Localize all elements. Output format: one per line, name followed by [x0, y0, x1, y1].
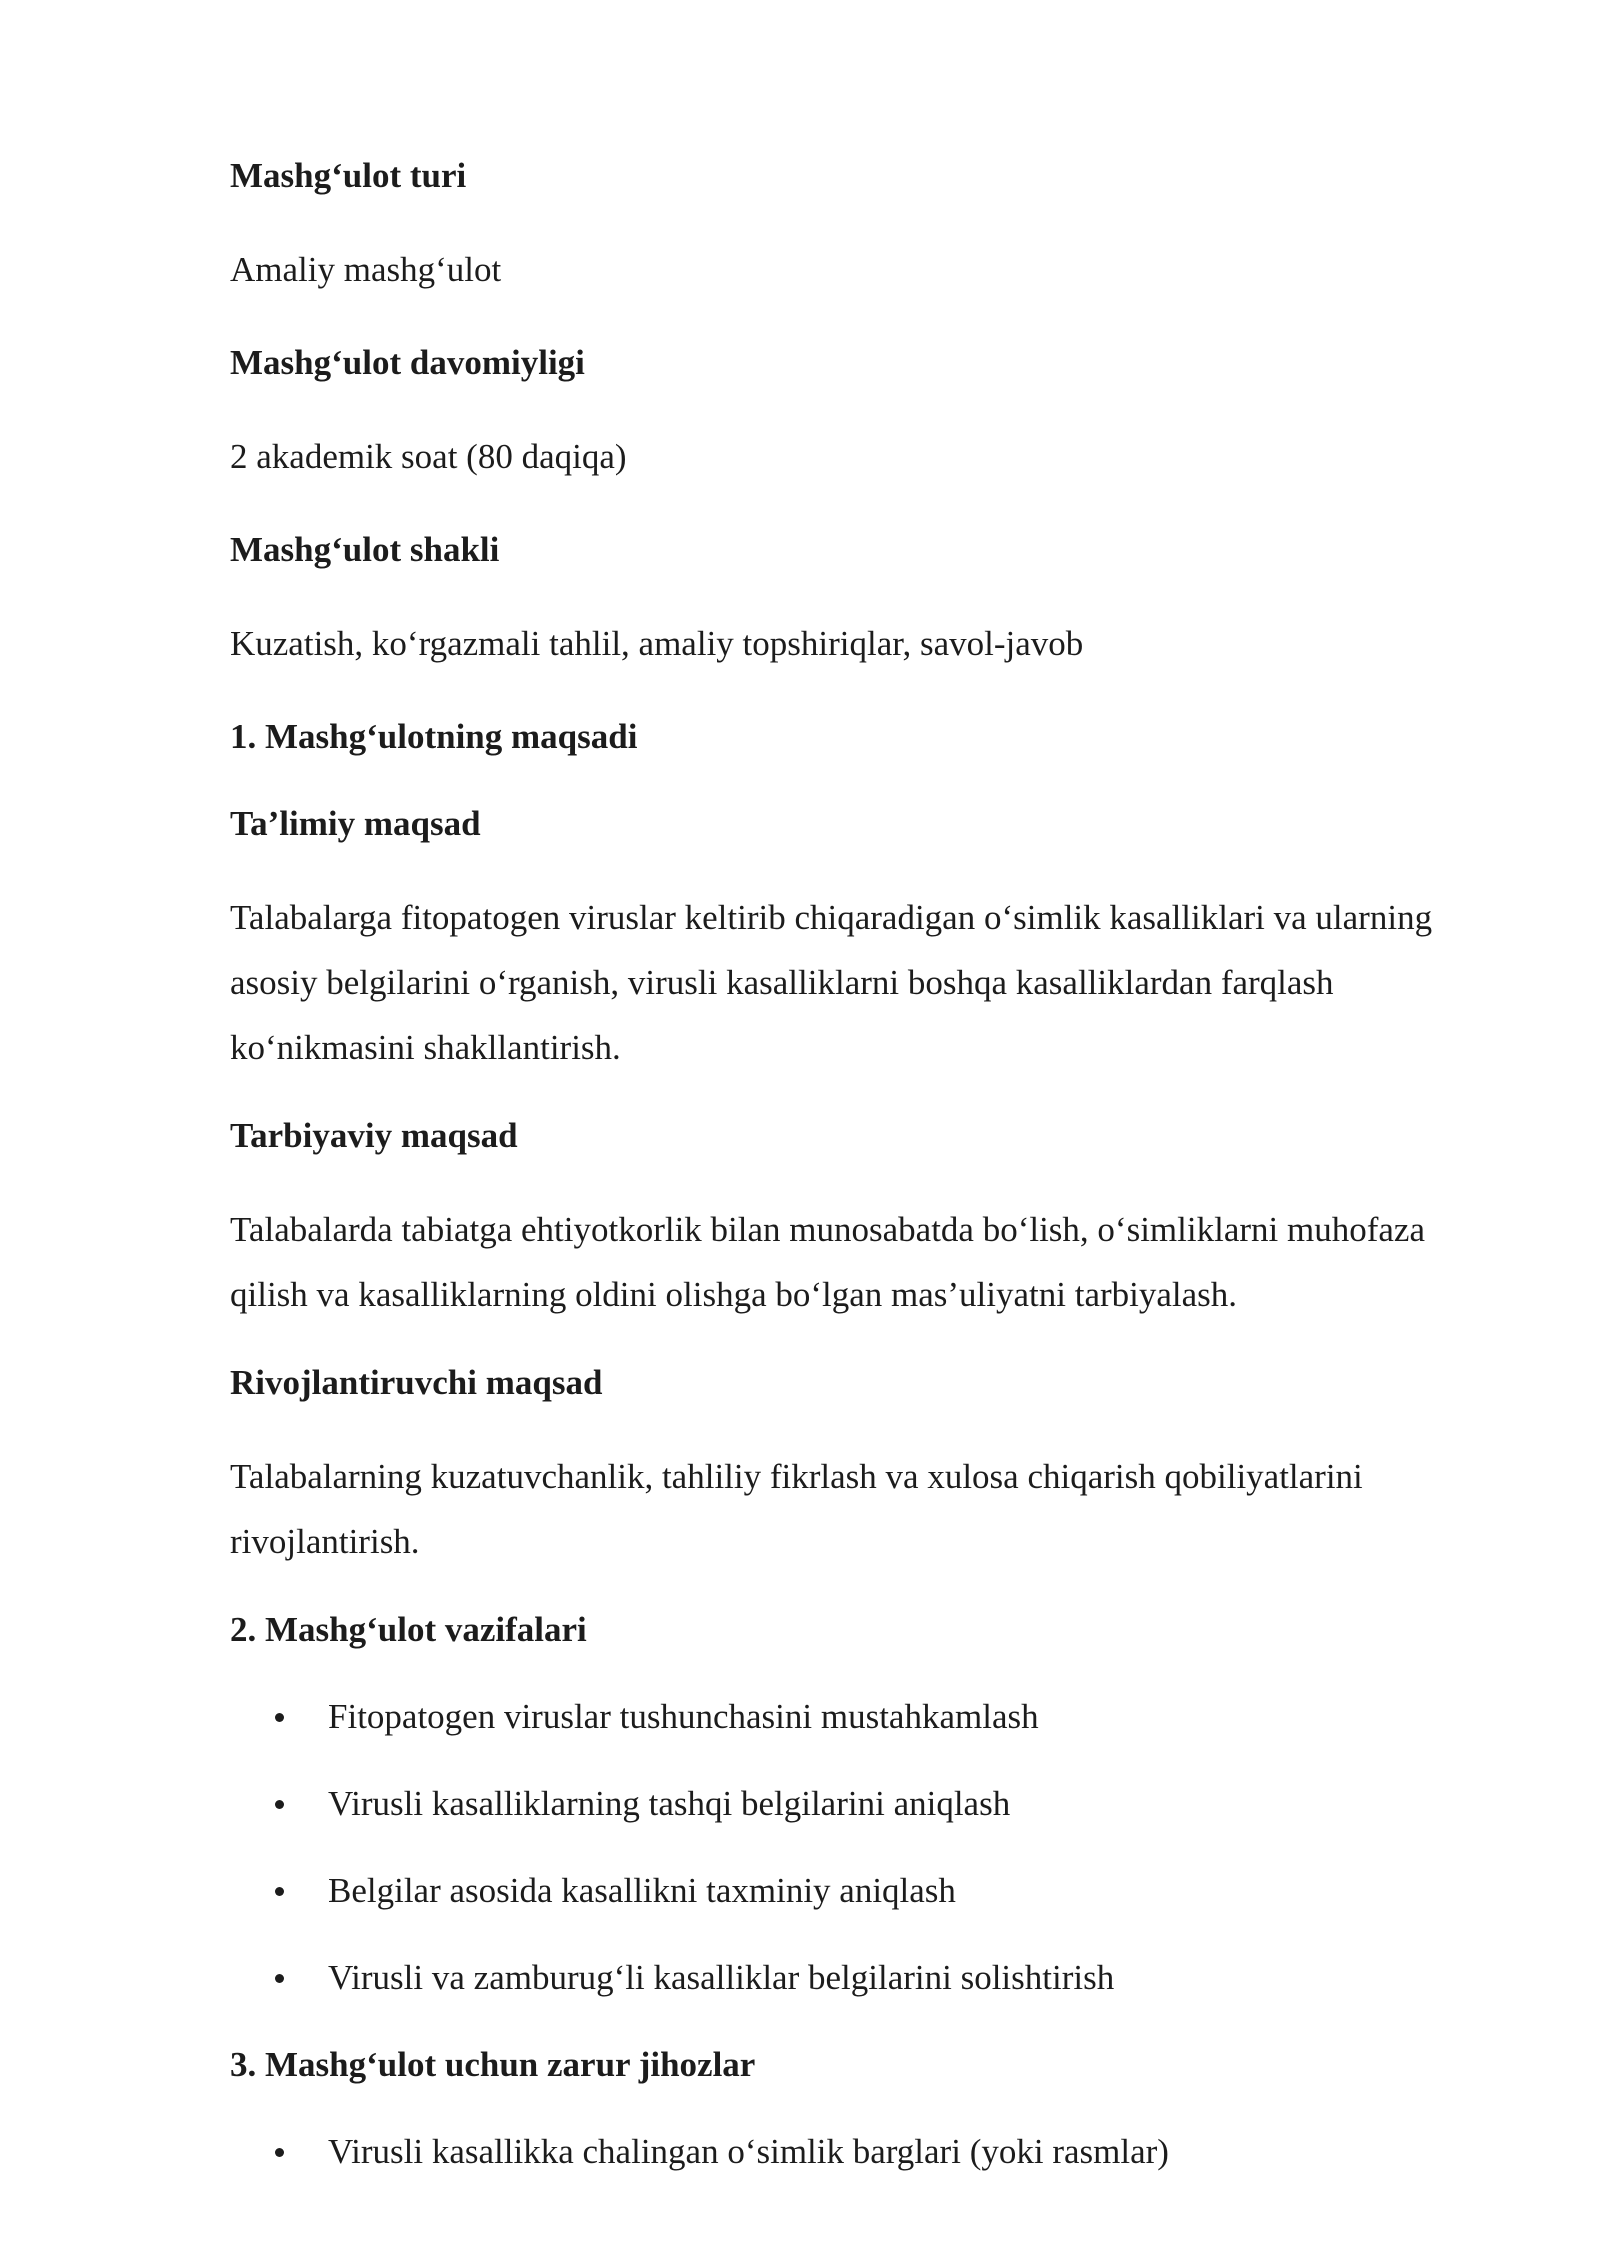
list-item-text: Belgilar asosida kasallikni taxminiy aniqlash — [328, 1871, 956, 1910]
document-page — [230, 150, 1480, 2213]
section-goals-heading: 1. Mashg‘ulotning maqsadi — [230, 717, 638, 756]
equipment-list — [230, 2126, 1480, 2178]
list-item — [230, 2126, 1480, 2178]
list-item-text: Virusli kasallikka chalingan o‘simlik barglari (yoki rasmlar) — [328, 2132, 1169, 2171]
tasks-list — [230, 1691, 1480, 2004]
section-tasks-heading: 2. Mashg‘ulot vazifalari — [230, 1610, 587, 1649]
bullet-icon — [275, 1713, 284, 1722]
list-item-text: Fitopatogen viruslar tushunchasini mustahkamlash — [328, 1697, 1039, 1736]
training-form-value: Kuzatish, ko‘rgazmali tahlil, amaliy topshiriqlar, savol-javob — [230, 624, 1084, 663]
list-item-text: Virusli va zamburug‘li kasalliklar belgilarini solishtirish — [328, 1958, 1115, 1997]
educational-goal-heading: Ta’limiy maqsad — [230, 804, 481, 843]
developmental-goal-text: Talabalarning kuzatuvchanlik, tahliliy fikrlash va xulosa chiqarish qobiliyatlarini rivojlantirish. — [230, 1457, 1363, 1561]
training-form-heading: Mashg‘ulot shakli — [230, 530, 500, 569]
developmental-goal-heading: Rivojlantiruvchi maqsad — [230, 1363, 603, 1402]
training-duration-value: 2 akademik soat (80 daqiqa) — [230, 437, 627, 476]
upbringing-goal-text: Talabalarda tabiatga ehtiyotkorlik bilan munosabatda bo‘lish, o‘simliklarni muhofaza qilish va kasalliklarning oldini olishga bo‘lgan mas’uliyatni tarbiyalash. — [230, 1210, 1425, 1314]
list-item — [230, 1691, 1480, 1743]
list-item — [230, 1778, 1480, 1830]
list-item — [230, 1865, 1480, 1917]
bullet-icon — [275, 1800, 284, 1809]
training-type-value: Amaliy mashg‘ulot — [230, 250, 502, 289]
section-equipment-heading: 3. Mashg‘ulot uchun zarur jihozlar — [230, 2045, 756, 2084]
list-item — [230, 1952, 1480, 2004]
training-type-heading: Mashg‘ulot turi — [230, 156, 467, 195]
bullet-icon — [275, 1974, 284, 1983]
bullet-icon — [275, 1887, 284, 1896]
training-duration-heading: Mashg‘ulot davomiyligi — [230, 343, 585, 382]
list-item-text: Virusli kasalliklarning tashqi belgilarini aniqlash — [328, 1784, 1011, 1823]
upbringing-goal-heading: Tarbiyaviy maqsad — [230, 1116, 518, 1155]
bullet-icon — [275, 2148, 284, 2157]
educational-goal-text: Talabalarga fitopatogen viruslar keltirib chiqaradigan o‘simlik kasalliklari va ularning asosiy belgilarini o‘rganish, virusli kasalliklarni boshqa kasalliklardan farqlash ko‘nikmasini shakllantirish. — [230, 898, 1433, 1067]
